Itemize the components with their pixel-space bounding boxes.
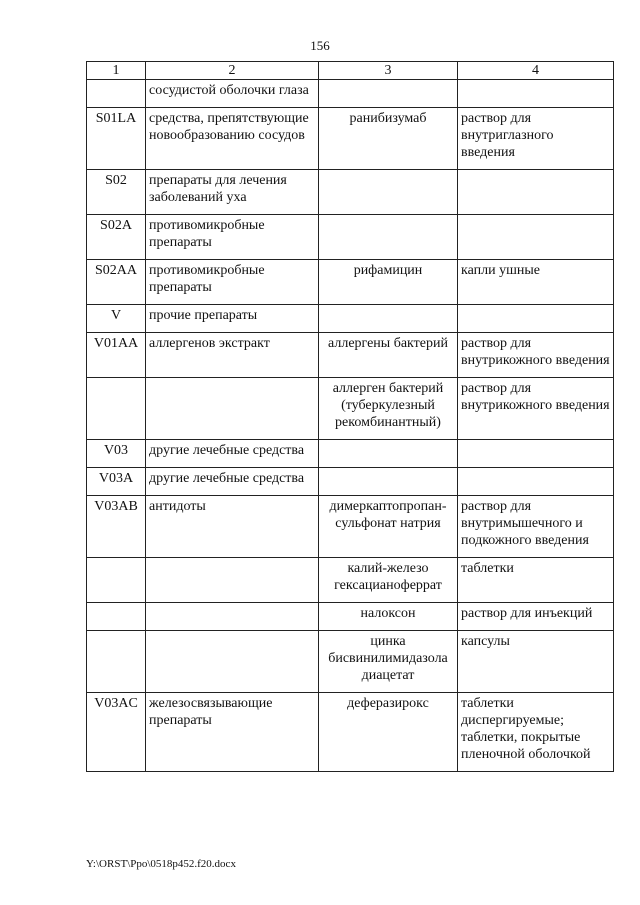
table-row bbox=[87, 693, 614, 772]
form-cell bbox=[458, 80, 614, 108]
group-cell bbox=[146, 631, 319, 693]
form-cell: капсулы bbox=[458, 631, 614, 693]
table-row bbox=[87, 108, 614, 170]
code-cell: V03 bbox=[87, 440, 146, 468]
form-cell bbox=[458, 305, 614, 333]
substance-cell bbox=[319, 170, 458, 215]
substance-cell bbox=[319, 468, 458, 496]
group-cell: аллергенов экстракт bbox=[146, 333, 319, 378]
drug-classification-table bbox=[86, 61, 614, 772]
group-cell: прочие препараты bbox=[146, 305, 319, 333]
group-cell bbox=[146, 558, 319, 603]
group-cell bbox=[146, 603, 319, 631]
table-row bbox=[87, 603, 614, 631]
substance-cell: деферазирокс bbox=[319, 693, 458, 772]
table-row bbox=[87, 260, 614, 305]
substance-cell bbox=[319, 215, 458, 260]
form-cell: раствор для внутрикожного введения bbox=[458, 333, 614, 378]
substance-cell bbox=[319, 440, 458, 468]
form-cell: таблетки bbox=[458, 558, 614, 603]
code-cell: V01AA bbox=[87, 333, 146, 378]
table-header-row bbox=[87, 62, 614, 80]
code-cell: S02AA bbox=[87, 260, 146, 305]
code-cell: V bbox=[87, 305, 146, 333]
code-cell bbox=[87, 378, 146, 440]
code-cell: S02 bbox=[87, 170, 146, 215]
substance-cell bbox=[319, 305, 458, 333]
table-row bbox=[87, 170, 614, 215]
group-cell: противомикробные препараты bbox=[146, 260, 319, 305]
code-cell: V03AB bbox=[87, 496, 146, 558]
form-cell: капли ушные bbox=[458, 260, 614, 305]
table-row bbox=[87, 496, 614, 558]
column-header-1: 1 bbox=[87, 62, 146, 80]
form-cell bbox=[458, 440, 614, 468]
form-cell: раствор для внутрикожного введения bbox=[458, 378, 614, 440]
column-header-4: 4 bbox=[458, 62, 614, 80]
code-cell bbox=[87, 558, 146, 603]
substance-cell: аллергены бактерий bbox=[319, 333, 458, 378]
form-cell: раствор для внутриглазного введения bbox=[458, 108, 614, 170]
code-cell bbox=[87, 631, 146, 693]
substance-cell: рифамицин bbox=[319, 260, 458, 305]
table-body bbox=[87, 80, 614, 772]
footer-file-path: Y:\ORST\Ppo\0518p452.f20.docx bbox=[86, 858, 236, 870]
code-cell: S02A bbox=[87, 215, 146, 260]
form-cell bbox=[458, 468, 614, 496]
table-row bbox=[87, 80, 614, 108]
column-header-2: 2 bbox=[146, 62, 319, 80]
group-cell bbox=[146, 378, 319, 440]
code-cell: S01LA bbox=[87, 108, 146, 170]
substance-cell: ранибизумаб bbox=[319, 108, 458, 170]
substance-cell: калий-железо гексацианоферрат bbox=[319, 558, 458, 603]
substance-cell: димеркаптопропан-сульфонат натрия bbox=[319, 496, 458, 558]
form-cell bbox=[458, 170, 614, 215]
table-row bbox=[87, 333, 614, 378]
column-header-3: 3 bbox=[319, 62, 458, 80]
table-row bbox=[87, 558, 614, 603]
group-cell: другие лечебные средства bbox=[146, 440, 319, 468]
group-cell: антидоты bbox=[146, 496, 319, 558]
group-cell: сосудистой оболочки глаза bbox=[146, 80, 319, 108]
substance-cell: аллерген бактерий (туберкулезный рекомбинантный) bbox=[319, 378, 458, 440]
table-row bbox=[87, 440, 614, 468]
substance-cell: цинка бисвинилимидазола диацетат bbox=[319, 631, 458, 693]
code-cell: V03AC bbox=[87, 693, 146, 772]
substance-cell bbox=[319, 80, 458, 108]
form-cell: раствор для инъекций bbox=[458, 603, 614, 631]
form-cell: таблетки диспергируемые; таблетки, покрытые пленочной оболочкой bbox=[458, 693, 614, 772]
table-row bbox=[87, 378, 614, 440]
group-cell: препараты для лечения заболеваний уха bbox=[146, 170, 319, 215]
page-number: 156 bbox=[310, 38, 330, 53]
table-row bbox=[87, 305, 614, 333]
table-row bbox=[87, 631, 614, 693]
code-cell: V03A bbox=[87, 468, 146, 496]
substance-cell: налоксон bbox=[319, 603, 458, 631]
code-cell bbox=[87, 80, 146, 108]
group-cell: другие лечебные средства bbox=[146, 468, 319, 496]
code-cell bbox=[87, 603, 146, 631]
table-row bbox=[87, 468, 614, 496]
form-cell: раствор для внутримышечного и подкожного введения bbox=[458, 496, 614, 558]
table-row bbox=[87, 215, 614, 260]
group-cell: средства, препятствующие новообразованию сосудов bbox=[146, 108, 319, 170]
form-cell bbox=[458, 215, 614, 260]
group-cell: противомикробные препараты bbox=[146, 215, 319, 260]
group-cell: железосвязывающие препараты bbox=[146, 693, 319, 772]
